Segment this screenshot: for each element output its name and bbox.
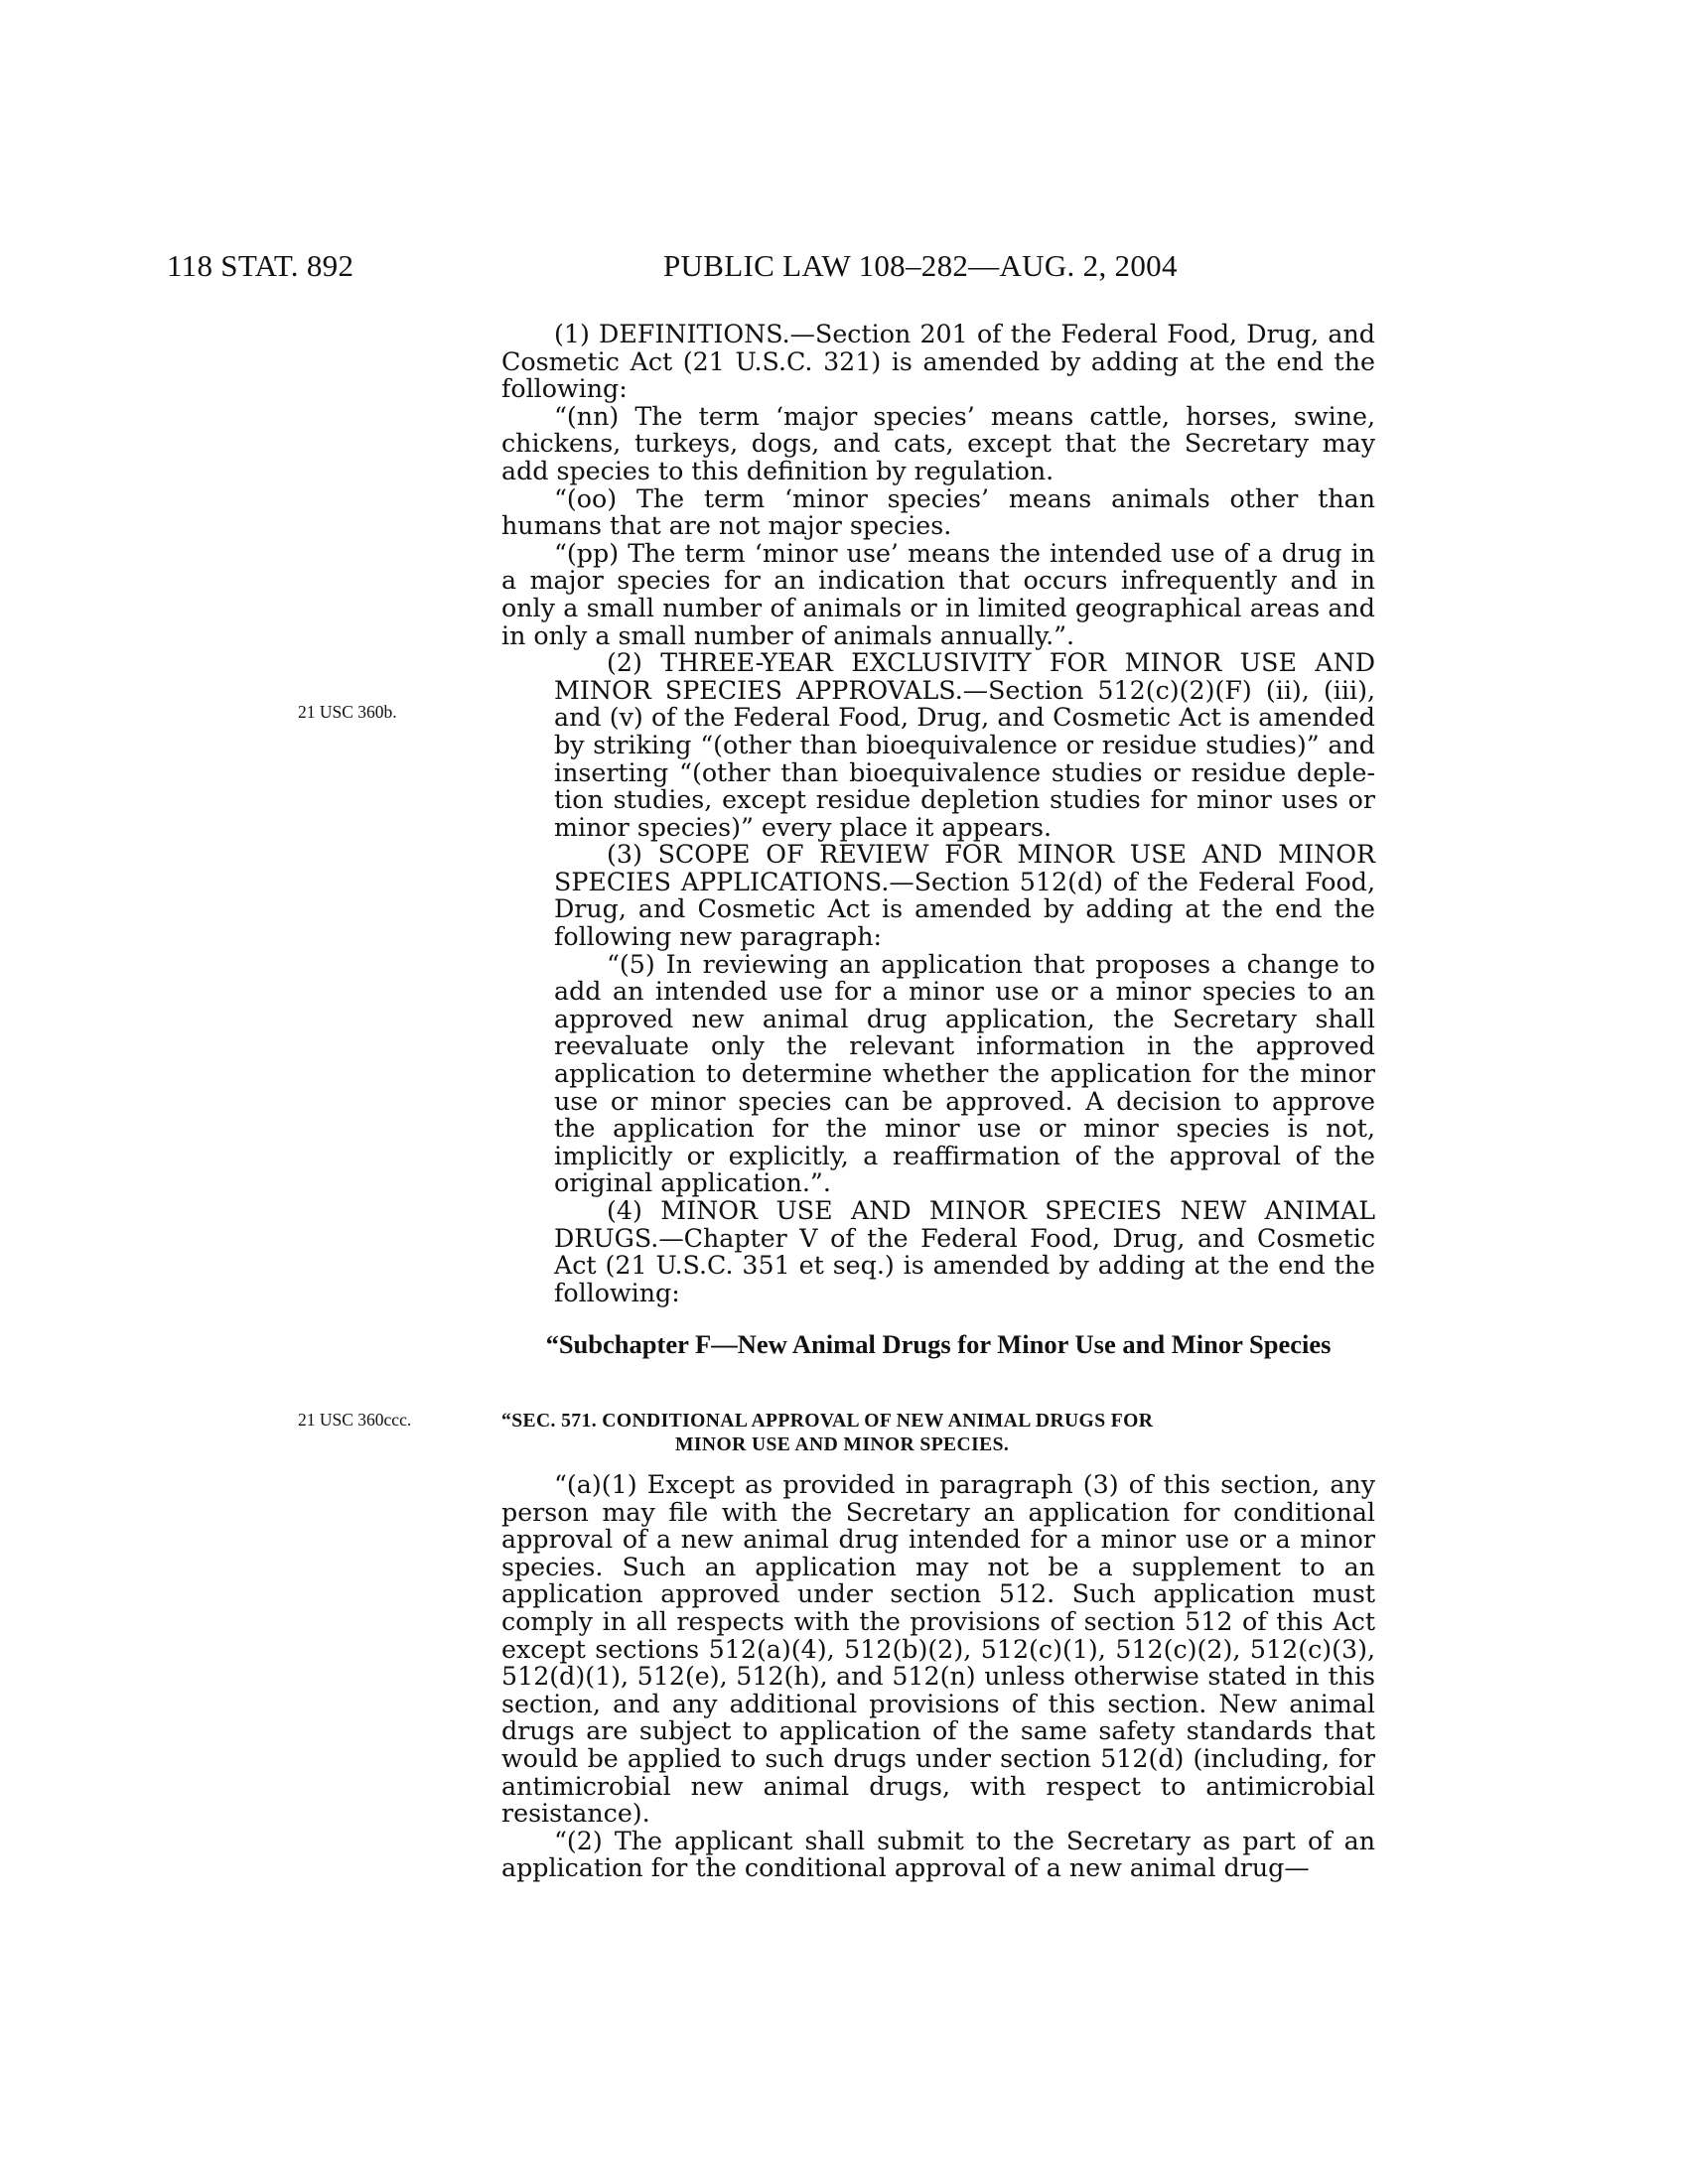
paragraph-3-text: Section 512(d) of the Federal Food, Drug, and Cosmetic Act is amended by adding at the end the following new paragraph: [554, 867, 1375, 952]
definition-nn: “(nn) The term ‘major species’ means cattle, horses, swine, chickens, turkeys, dogs, and cats, except that the Secretary may add species to this definition by regulation. [501, 401, 1375, 485]
definition-pp: “(pp) The term ‘minor use’ means the intended use of a drug in a major species for an indication that occurs infrequently and in only a small number of animals or in limited geographical areas and in only a small number of animals annually.”. [501, 538, 1375, 650]
paragraph-1 [501, 321, 1375, 403]
paragraph-3-label: (3) SCOPE OF REVIEW FOR MINOR USE AND MINOR SPECIES APPLICATIONS.— [554, 840, 1375, 896]
definition-oo: “(oo) The term ‘minor species’ means animals other than humans that are not major species. [501, 483, 1375, 541]
paragraph-1-text: Section 201 of the Federal Food, Drug, and Cosmetic Act (21 U.S.C. 321) is amended by adding at the end the following: [501, 320, 1375, 404]
paragraph-3-quote: “(5) In reviewing an application that proposes a change to add an intended use for a minor use or a minor species to an approved new animal drug application, the Secretary shall reevaluate only the relevant information in the approved application to determine whether the application for the minor use or minor species can be approved. A decision to approve the application for the minor use or minor species is not, implicitly or explicitly, a reaffirmation of the approval of the original application.”. [554, 949, 1375, 1198]
running-header: PUBLIC LAW 108–282—AUG. 2, 2004 [663, 248, 1178, 283]
subchapter-title: “Subchapter F—New Animal Drugs for Minor Use and Minor Species [545, 1329, 1332, 1359]
amendment-text-block [501, 321, 1375, 1306]
margin-note-usc-360ccc: 21 USC 360ccc. [298, 1410, 412, 1430]
subsection-a1: “(a)(1) Except as provided in paragraph (3) of this section, any person may file with the Secretary an application for conditional approval of a new animal drug intended for a minor use or a minor species. Such an application may not be a supplement to an application approved under section 512. Such application must comply in all respects with the provisions of section 512 of this Act except sections 512(a)(4), 512(b)(2), 512(c)(1), 512(c)(2), 512(c)(3), 512(d)(1), 512(e), 512(h), and 512(n) unless otherwise stated in this section, and any additional provisions of this section. New animal drugs are subject to application of the same safety standards that would be applied to such drugs under section 512(d) (including, for antimicrobial new animal drugs, with respect to antimicrobial resistance). [501, 1470, 1375, 1829]
paragraph-3 [501, 841, 1375, 950]
paragraph-2-label: (2) THREE-YEAR EXCLUSIVITY FOR MINOR USE AND MINOR SPECIES APPROVALS.— [554, 648, 1375, 705]
section-heading-line1: “SEC. 571. CONDITIONAL APPROVAL OF NEW ANIMAL DRUGS FOR [501, 1411, 1154, 1432]
paragraph-4-label: (4) MINOR USE AND MINOR SPECIES NEW ANIMAL DRUGS.— [554, 1196, 1375, 1253]
section-text-block [501, 1471, 1375, 1882]
paragraph-4-text: Chapter V of the Federal Food, Drug, and Cosmetic Act (21 U.S.C. 351 et seq.) is amended by adding at the end the following: [554, 1223, 1375, 1307]
paragraph-2 [501, 649, 1375, 841]
section-heading-line2: MINOR USE AND MINOR SPECIES. [675, 1434, 1010, 1455]
paragraph-2-text: Section 512(c)(2)(F) (ii), (iii), and (v) of the Federal Food, Drug, and Cosmetic Act is amended by striking “(other than bioequivalence or residue studies)” and inserting “(other than bioequivalence studies or residue deple-tion studies, except residue depletion studies for minor uses or minor species)” every place it appears. [554, 675, 1375, 842]
paragraph-4 [501, 1197, 1375, 1306]
statute-page-number: 118 STAT. 892 [167, 248, 354, 283]
subsection-a2: “(2) The applicant shall submit to the Secretary as part of an application for the conditional approval of a new animal drug— [501, 1826, 1375, 1883]
margin-note-usc-360b: 21 USC 360b. [298, 702, 397, 722]
section-heading [501, 1410, 1375, 1457]
paragraph-1-label: (1) DEFINITIONS.— [554, 320, 815, 348]
